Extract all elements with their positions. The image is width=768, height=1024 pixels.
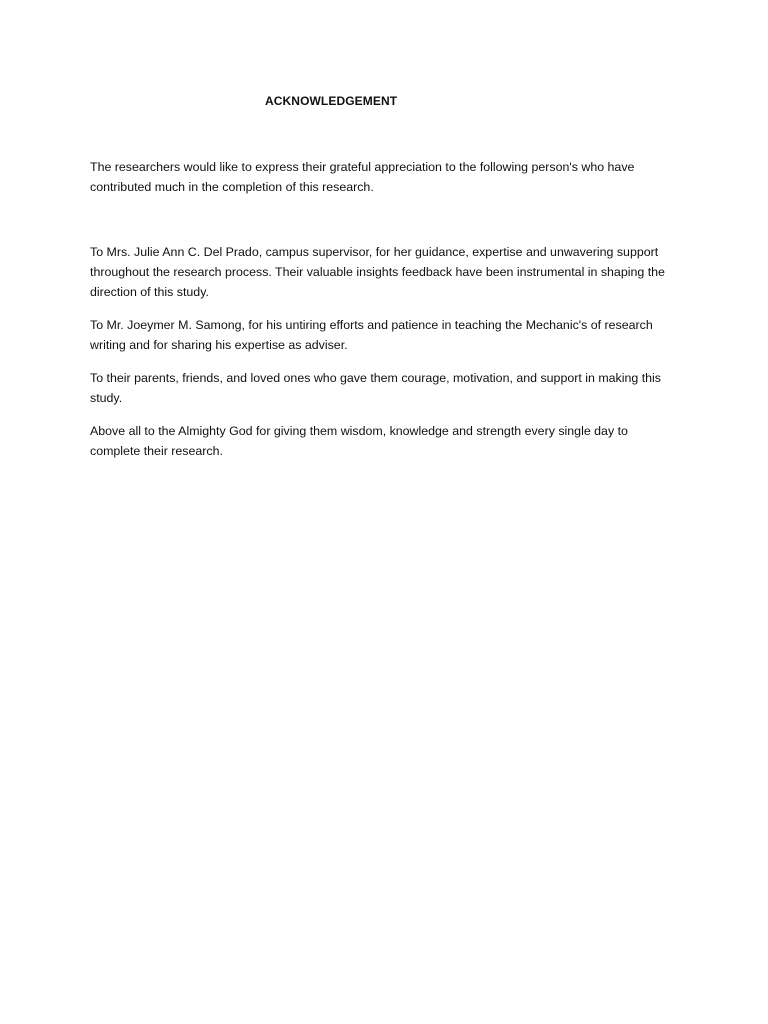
document-title: ACKNOWLEDGEMENT (265, 94, 398, 108)
acknowledgement-family-paragraph: To their parents, friends, and loved ones who gave them courage, motivation, and support in making this study. (90, 371, 661, 405)
intro-paragraph: The researchers would like to express their grateful appreciation to the following person's who have contributed much in the completion of this research. (90, 160, 635, 194)
acknowledgement-adviser-paragraph: To Mr. Joeymer M. Samong, for his untiring efforts and patience in teaching the Mechanic's of research writing and for sharing his expertise as adviser. (90, 318, 653, 352)
acknowledgement-god-paragraph: Above all to the Almighty God for giving them wisdom, knowledge and strength every single day to complete their research. (90, 424, 628, 458)
acknowledgement-supervisor-paragraph: To Mrs. Julie Ann C. Del Prado, campus supervisor, for her guidance, expertise and unwavering support throughout the research process. Their valuable insights feedback have been instrumental in shaping the direction of this study. (90, 245, 665, 299)
document-body (90, 157, 680, 461)
